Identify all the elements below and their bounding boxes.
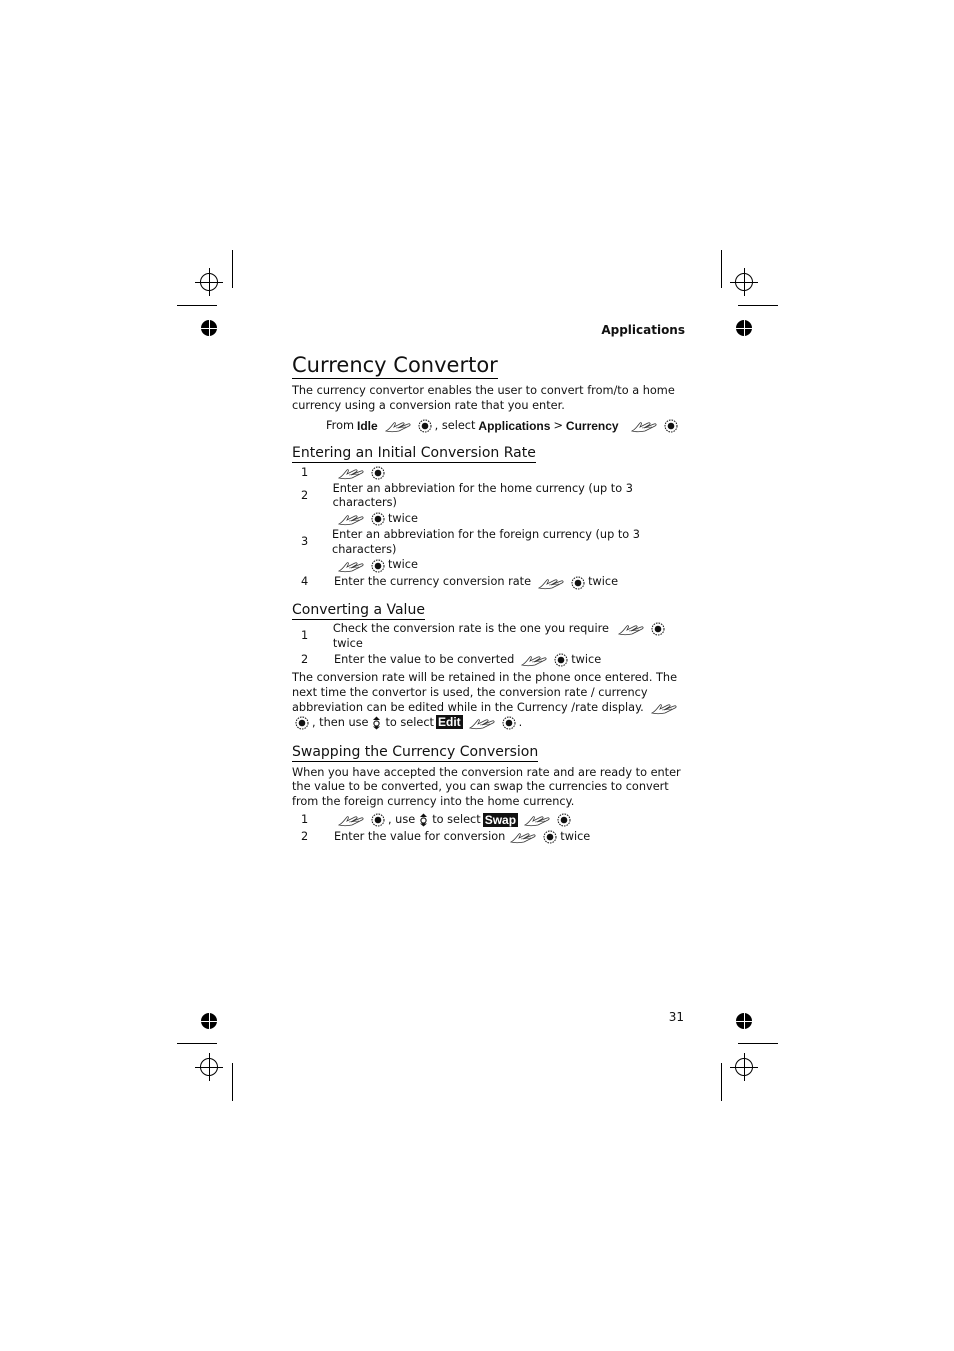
navigation-key-icon (664, 419, 678, 433)
softkey-icon (617, 622, 645, 636)
registration-dot-icon (736, 1013, 752, 1029)
registration-dot-icon (736, 320, 752, 336)
crop-mark (738, 1043, 778, 1044)
softkey-icon (468, 716, 496, 730)
up-down-key-icon (419, 813, 428, 827)
navigation-key-icon (371, 813, 385, 827)
page-content (292, 352, 685, 846)
navigation-key-icon (418, 419, 432, 433)
path-separator: > (553, 419, 563, 433)
section-converting (292, 602, 685, 731)
step-number: 1 (301, 629, 309, 643)
softkey-icon (509, 830, 537, 844)
step-list (292, 465, 685, 591)
crop-mark (232, 250, 233, 288)
step-suffix: twice (588, 575, 619, 589)
registration-dot-icon (201, 320, 217, 336)
softkey-icon (537, 576, 565, 590)
crop-mark (738, 305, 778, 306)
step-text: Check the conversion rate is the one you require (332, 622, 609, 636)
step-item (292, 622, 685, 651)
select-label: , select (434, 419, 476, 433)
step-number: 2 (301, 489, 309, 503)
paragraph-text: The conversion rate will be retained in the phone once entered. The next time the convertor is used, the conversion rate / currency abbreviation can be edited while in the Currency /rate display. (292, 671, 678, 714)
page-title: Currency Convertor (292, 353, 498, 377)
edit-key-label: Edit (437, 715, 461, 730)
section-swapping (292, 744, 685, 846)
registration-dot-icon (201, 1013, 217, 1029)
navigation-key-icon (557, 813, 571, 827)
step-item (292, 812, 685, 829)
step-text: Enter the value to be converted (334, 652, 515, 666)
step-item (292, 528, 685, 557)
step-suffix: twice (571, 652, 602, 666)
section-initial-rate (292, 445, 685, 591)
paragraph-text: select (400, 716, 434, 730)
page-number: 31 (668, 1010, 684, 1024)
navigation-path (326, 419, 685, 434)
step-list (292, 812, 685, 846)
navigation-key-icon (371, 559, 385, 573)
navigation-key-icon (554, 653, 568, 667)
step-number: 3 (301, 535, 309, 549)
step-text: Enter an abbreviation for the home currency (up to 3 characters) (332, 481, 633, 510)
navigation-key-icon (651, 622, 665, 636)
registration-mark-icon (735, 1058, 753, 1076)
navigation-key-icon (543, 830, 557, 844)
step-number: 1 (301, 465, 309, 479)
step-suffix: twice (560, 829, 591, 843)
crop-mark (721, 250, 722, 288)
section-heading: Swapping the Currency Conversion (292, 743, 539, 760)
softkey-icon (337, 813, 365, 827)
step-suffix: twice (388, 512, 418, 526)
step-number: 2 (301, 829, 309, 843)
softkey-icon (523, 813, 551, 827)
navigation-key-icon (295, 716, 309, 730)
swap-paragraph: When you have accepted the conversion rate and are ready to enter the value to be converted, you can swap the currencies to convert from the foreign currency into the home currency. (292, 765, 681, 808)
paragraph-text: to (385, 716, 397, 730)
step-number: 1 (301, 812, 309, 826)
step-text: to select (432, 812, 481, 826)
swap-key-label: Swap (484, 813, 517, 827)
step-item (292, 482, 685, 511)
paragraph-text: . (518, 716, 523, 730)
softkey-icon (337, 559, 365, 573)
applications-label: Applications (478, 419, 551, 434)
idle-label: Idle (357, 419, 378, 434)
step-text: , use (388, 812, 416, 826)
retained-rate-paragraph (292, 671, 685, 730)
registration-mark-icon (200, 1058, 218, 1076)
navigation-key-icon (571, 576, 585, 590)
softkey-icon (337, 466, 365, 480)
section-heading: Entering an Initial Conversion Rate (292, 444, 536, 461)
up-down-key-icon (372, 716, 381, 730)
registration-mark-icon (735, 273, 753, 291)
crop-mark (721, 1063, 722, 1101)
step-number: 2 (301, 652, 309, 666)
softkey-icon (650, 701, 678, 715)
from-label: From (326, 419, 354, 433)
step-text: Enter an abbreviation for the foreign currency (up to 3 characters) (331, 527, 640, 556)
softkey-icon (520, 653, 548, 667)
crop-mark (177, 305, 217, 306)
navigation-key-icon (371, 512, 385, 526)
step-item (292, 829, 685, 846)
paragraph-text: , then use (312, 716, 369, 730)
running-header: Applications (601, 323, 685, 337)
step-list (292, 622, 685, 668)
step-text: Enter the value for conversion (334, 829, 506, 843)
step-number: 4 (301, 575, 309, 589)
step-item (292, 651, 685, 668)
step-item (292, 465, 685, 482)
step-item (292, 574, 685, 591)
softkey-icon (630, 419, 658, 433)
navigation-key-icon (502, 716, 516, 730)
step-continuation (292, 511, 685, 528)
step-continuation (292, 557, 685, 574)
intro-text: The currency convertor enables the user to convert from/to a home currency using a conversion rate that you enter. (292, 384, 675, 412)
crop-mark (177, 1043, 217, 1044)
step-text: Enter the currency conversion rate (334, 575, 532, 589)
navigation-key-icon (371, 466, 385, 480)
registration-mark-icon (200, 273, 218, 291)
section-heading: Converting a Value (292, 602, 425, 619)
crop-mark (232, 1063, 233, 1101)
step-suffix: twice (388, 558, 418, 572)
step-suffix: twice (332, 636, 363, 650)
currency-label: Currency (565, 419, 619, 434)
softkey-icon (384, 419, 412, 433)
softkey-icon (337, 512, 365, 526)
